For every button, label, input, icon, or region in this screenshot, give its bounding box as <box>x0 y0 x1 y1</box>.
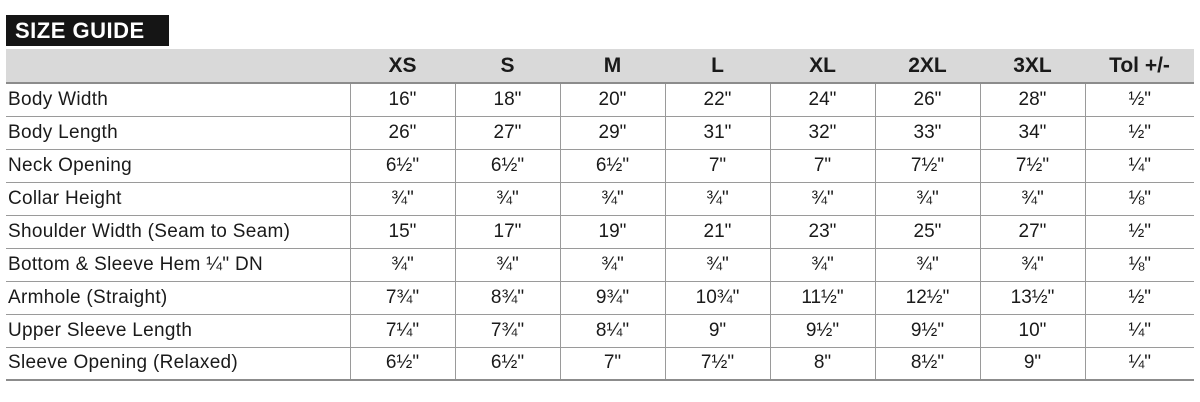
cell-m: 19" <box>560 215 665 248</box>
cell-m: 8¼" <box>560 314 665 347</box>
table-row <box>6 83 1194 116</box>
cell-l: ¾" <box>665 248 770 281</box>
header-row <box>6 49 1194 83</box>
row-label: Upper Sleeve Length <box>6 314 350 347</box>
cell-xs: 6½" <box>350 347 455 380</box>
cell-xs: 26" <box>350 116 455 149</box>
row-label: Body Width <box>6 83 350 116</box>
cell-l: 31" <box>665 116 770 149</box>
cell-2xl: 25" <box>875 215 980 248</box>
cell-s: 6½" <box>455 347 560 380</box>
cell-s: 17" <box>455 215 560 248</box>
cell-m: 9¾" <box>560 281 665 314</box>
row-label: Sleeve Opening (Relaxed) <box>6 347 350 380</box>
cell-tolerance: ⅛" <box>1085 182 1194 215</box>
cell-l: 21" <box>665 215 770 248</box>
cell-s: 27" <box>455 116 560 149</box>
cell-3xl: 13½" <box>980 281 1085 314</box>
cell-tolerance: ⅛" <box>1085 248 1194 281</box>
row-label: Shoulder Width (Seam to Seam) <box>6 215 350 248</box>
cell-3xl: 27" <box>980 215 1085 248</box>
row-label: Neck Opening <box>6 149 350 182</box>
cell-2xl: 26" <box>875 83 980 116</box>
cell-l: 10¾" <box>665 281 770 314</box>
cell-xl: 11½" <box>770 281 875 314</box>
cell-xs: ¾" <box>350 248 455 281</box>
table-row <box>6 149 1194 182</box>
table-row <box>6 116 1194 149</box>
cell-3xl: 10" <box>980 314 1085 347</box>
cell-xl: 32" <box>770 116 875 149</box>
cell-2xl: 33" <box>875 116 980 149</box>
cell-xs: 15" <box>350 215 455 248</box>
cell-m: 29" <box>560 116 665 149</box>
cell-3xl: 7½" <box>980 149 1085 182</box>
table-row <box>6 248 1194 281</box>
cell-xl: ¾" <box>770 248 875 281</box>
cell-xl: 7" <box>770 149 875 182</box>
cell-s: ¾" <box>455 182 560 215</box>
cell-2xl: ¾" <box>875 182 980 215</box>
cell-xl: 8" <box>770 347 875 380</box>
cell-3xl: 9" <box>980 347 1085 380</box>
column-header-s: S <box>455 49 560 83</box>
table-row <box>6 314 1194 347</box>
cell-s: 18" <box>455 83 560 116</box>
cell-xl: 9½" <box>770 314 875 347</box>
column-header-l: L <box>665 49 770 83</box>
cell-3xl: 34" <box>980 116 1085 149</box>
cell-m: 20" <box>560 83 665 116</box>
cell-tolerance: ½" <box>1085 215 1194 248</box>
cell-tolerance: ¼" <box>1085 149 1194 182</box>
cell-xs: ¾" <box>350 182 455 215</box>
cell-tolerance: ¼" <box>1085 347 1194 380</box>
cell-3xl: 28" <box>980 83 1085 116</box>
cell-l: 7½" <box>665 347 770 380</box>
cell-s: 7¾" <box>455 314 560 347</box>
cell-l: 7" <box>665 149 770 182</box>
cell-xs: 6½" <box>350 149 455 182</box>
table-row <box>6 347 1194 380</box>
cell-s: 8¾" <box>455 281 560 314</box>
cell-l: ¾" <box>665 182 770 215</box>
table-row <box>6 215 1194 248</box>
column-header-xl: XL <box>770 49 875 83</box>
cell-3xl: ¾" <box>980 182 1085 215</box>
row-label: Armhole (Straight) <box>6 281 350 314</box>
row-label: Body Length <box>6 116 350 149</box>
cell-2xl: ¾" <box>875 248 980 281</box>
row-label: Collar Height <box>6 182 350 215</box>
cell-2xl: 12½" <box>875 281 980 314</box>
cell-xs: 7¾" <box>350 281 455 314</box>
cell-xl: ¾" <box>770 182 875 215</box>
cell-s: ¾" <box>455 248 560 281</box>
cell-xl: 24" <box>770 83 875 116</box>
page-title: SIZE GUIDE <box>6 15 169 46</box>
cell-3xl: ¾" <box>980 248 1085 281</box>
column-header-tolerance: Tol +/- <box>1085 49 1194 83</box>
cell-l: 22" <box>665 83 770 116</box>
cell-2xl: 7½" <box>875 149 980 182</box>
cell-2xl: 8½" <box>875 347 980 380</box>
column-header-3xl: 3XL <box>980 49 1085 83</box>
cell-m: ¾" <box>560 182 665 215</box>
cell-xs: 7¼" <box>350 314 455 347</box>
cell-tolerance: ½" <box>1085 281 1194 314</box>
cell-tolerance: ¼" <box>1085 314 1194 347</box>
cell-xs: 16" <box>350 83 455 116</box>
column-header-m: M <box>560 49 665 83</box>
cell-s: 6½" <box>455 149 560 182</box>
size-guide-table <box>6 49 1194 381</box>
cell-m: 7" <box>560 347 665 380</box>
cell-l: 9" <box>665 314 770 347</box>
corner-cell <box>6 49 350 83</box>
column-header-xs: XS <box>350 49 455 83</box>
cell-2xl: 9½" <box>875 314 980 347</box>
table-row <box>6 281 1194 314</box>
row-label: Bottom & Sleeve Hem ¼" DN <box>6 248 350 281</box>
column-header-2xl: 2XL <box>875 49 980 83</box>
cell-m: ¾" <box>560 248 665 281</box>
cell-m: 6½" <box>560 149 665 182</box>
cell-tolerance: ½" <box>1085 83 1194 116</box>
table-row <box>6 182 1194 215</box>
cell-xl: 23" <box>770 215 875 248</box>
cell-tolerance: ½" <box>1085 116 1194 149</box>
